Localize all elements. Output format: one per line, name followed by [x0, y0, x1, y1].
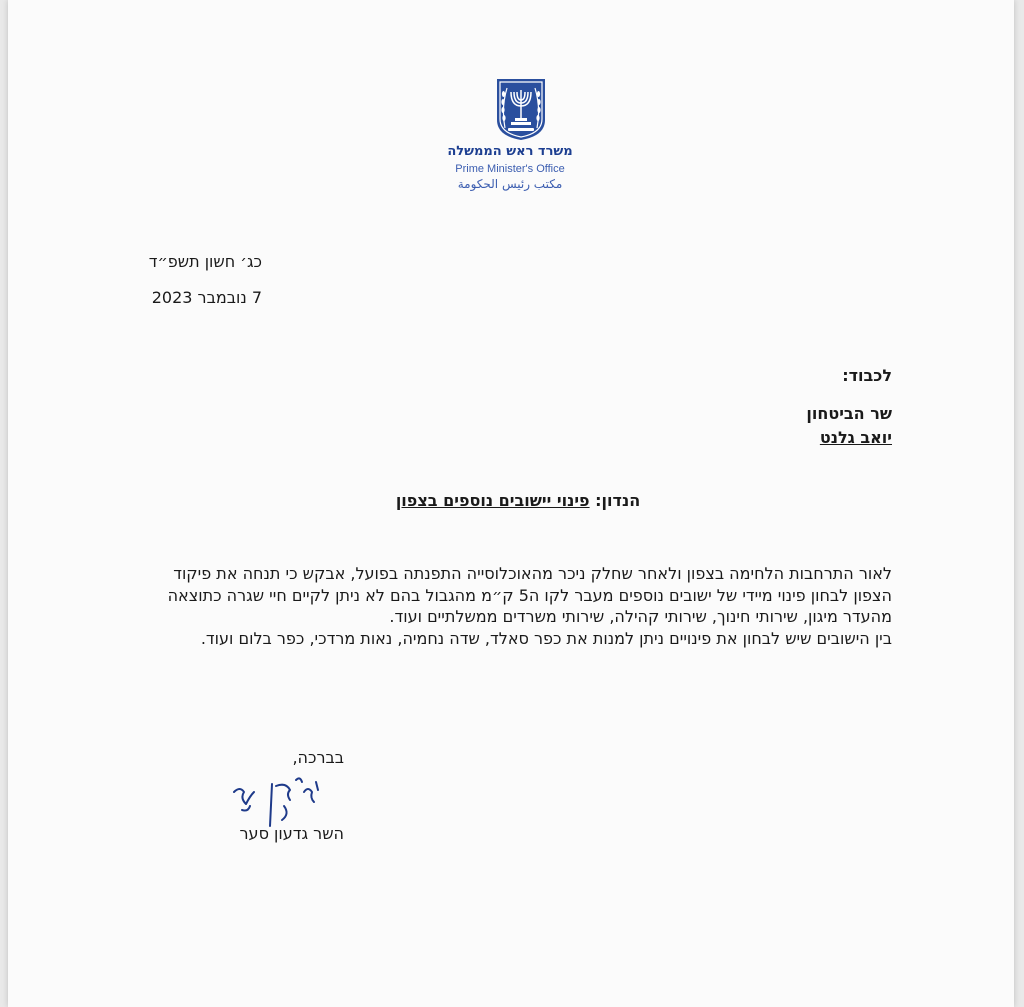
office-name-arabic: مكتب رئيس الحكومة: [457, 177, 563, 191]
body-paragraph-1: לאור התרחבות הלחימה בצפון ולאחר שחלק ניכר מהאוכלוסייה התפנתה בפועל, אבקש כי תנחה את פיקוד הצפון לבחון פינוי מיידי של ישובים נוספים מעבר לקו ה5 ק״מ מהגבול בהם לא ניתן לקיים חיי שגרה כתוצאה מהעדר מיגון, שירותי חינוך, שירותי קהילה, שירותי משרדים ממשלתיים ועוד.: [167, 564, 892, 626]
gregorian-date: 7 נובמבר 2023: [151, 288, 262, 307]
letter-body: [132, 563, 892, 649]
letterhead: [438, 70, 608, 200]
subject-line: [348, 491, 688, 510]
recipient-label: לכבוד:: [842, 366, 892, 385]
office-name-hebrew: משרד ראש הממשלה: [447, 144, 573, 159]
body-paragraph-2: בין הישובים שיש לבחון את פינויים ניתן למנות את כפר סאלד, שדה נחמיה, נאות מרדכי, כפר בלום ועוד.: [200, 628, 892, 648]
office-name-english: Prime Minister's Office: [455, 163, 565, 175]
recipient-name: יואב גלנט: [819, 428, 892, 447]
closing-greeting: בברכה,: [292, 748, 344, 767]
letter-page: [8, 0, 1014, 1007]
signer-name: השר גדעון סער: [239, 824, 344, 843]
state-of-israel-emblem-icon: [494, 76, 548, 142]
subject-text: פינוי יישובים נוספים בצפון: [395, 491, 590, 510]
handwritten-signature-icon: [220, 770, 330, 830]
subject-label: הנדון:: [595, 491, 641, 510]
hebrew-date: כג׳ חשון תשפ״ד: [148, 252, 262, 271]
recipient-title: שר הביטחון: [806, 404, 892, 423]
